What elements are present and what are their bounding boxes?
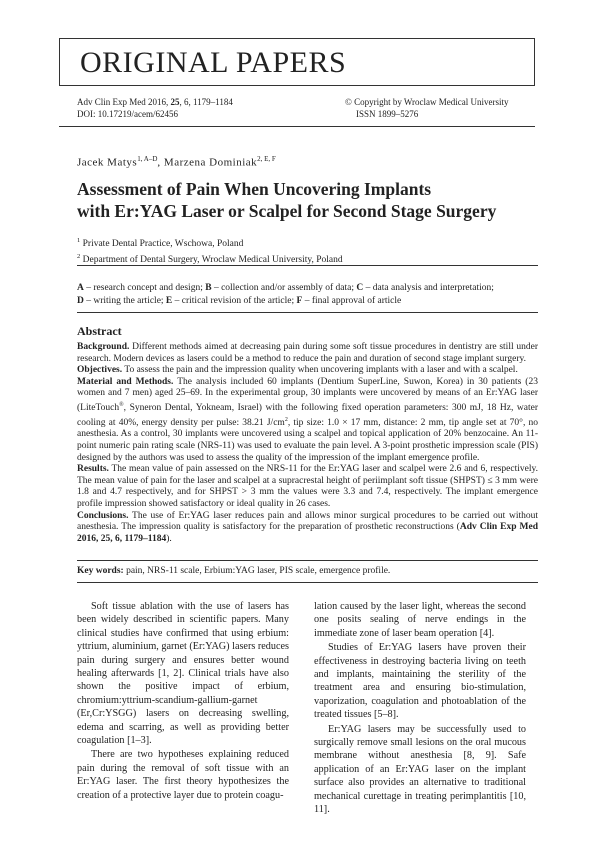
issn: ISSN 1899–5276	[356, 109, 419, 119]
affiliation-2-text: Department of Dental Surgery, Wroclaw Medical University, Poland	[82, 254, 343, 265]
objectives-label: Objectives.	[77, 365, 123, 376]
results-text: The mean value of pain assessed on the NRS-11 for the Er:YAG laser and scalpel were 2.6 and 6, respectively. The mean value of pain for the laser and scalpel at a supracrestal height of periimplant soft tissue (SHPST) ≤ 3 mm were 1.8 and 4.7 respectively, and for SHPST > 3 mm the values were 3.3 and 7.4, respectively. The implant emergence profile impression showed satisfactory or ideal quality in 26 cases.	[77, 464, 538, 510]
author-1-affil: 1, A–D	[137, 155, 158, 163]
keywords	[77, 565, 538, 577]
affiliation-rule	[77, 265, 538, 266]
affiliation-1	[77, 235, 343, 251]
title-line-1: Assessment of Pain When Uncovering Implants	[77, 179, 432, 199]
keywords-label: Key words:	[77, 566, 124, 576]
header-rule	[59, 126, 535, 127]
methods-text-2: , Syneron Dental, Yokneam, Israel) with the following fixed operation parameters: 300 mJ, 18 Hz, water cooling at 40%, energy density per pulse: 38.21 J/cm	[77, 403, 538, 428]
methods-text-3: , tip size: 1.0 × 17 mm, distance: 2 mm, tip angle set at 70°, no anesthesia. As a control, 30 implants were uncovered using a scalpel and topical application of 20% benzocaine. An 11-point numeric pain rating scale (NRS-11) was used to evaluate the pain level. A 3-point prosthetic impression scale (PIS) designed by the authors was used to assess the quality of the impression of the implant emergence profile.	[77, 417, 538, 463]
author-2-affil: 2, E, F	[257, 155, 276, 163]
author-2: Marzena Dominiak	[163, 156, 258, 169]
contrib-key-c: C	[356, 283, 364, 293]
contrib-key-a: A	[77, 283, 84, 293]
body-column-right	[314, 600, 526, 818]
contrib-text-b: – collection and/or assembly of data;	[211, 283, 357, 293]
journal-volume: 25	[170, 97, 180, 107]
journal-pages: , 6, 1179–1184	[179, 97, 233, 107]
journal-meta-left	[77, 96, 233, 120]
background-text: Different methods aimed at decreasing pain during some soft tissue procedures in dentistry are still under research. Modern devices as lasers could be a method to reduce the pain and duration of second stage implant surgery.	[77, 342, 538, 364]
body-paragraph: lation caused by the laser light, whereas the second one posits sealing of nerve endings in the immediate zone of laser beam operation [4].	[314, 601, 526, 639]
conclusions-end: ).	[166, 533, 172, 544]
keywords-rule	[77, 582, 538, 583]
abstract-conclusions	[77, 511, 538, 546]
body-paragraph: Er:YAG lasers may be successfully used to surgically remove small lesions on the oral mucous membrane without anesthesia [8, 9]. Safe application of an Er:YAG laser on the implant surface also provides an alternative to traditional mechanical curettage in treating perimplantitis [10, 11].	[314, 723, 526, 816]
affiliation-1-number: 1	[77, 237, 81, 244]
affiliations	[77, 235, 343, 266]
doi: DOI: 10.17219/acem/62456	[77, 109, 178, 119]
affiliation-2-number: 2	[77, 252, 81, 260]
affiliation-2	[77, 251, 343, 267]
keywords-text: pain, NRS-11 scale, Erbium:YAG laser, PIS scale, emergence profile.	[123, 566, 391, 576]
contrib-key-f: F	[296, 295, 303, 306]
squared-mark: 2	[284, 416, 288, 423]
affiliation-1-text: Private Dental Practice, Wschowa, Poland	[82, 239, 244, 250]
contrib-key-d: D	[77, 295, 84, 306]
body-column-left	[77, 600, 289, 803]
article-citation: Adv Clin Exp Med 2016, 25, 6, 1179–1184	[77, 522, 539, 544]
contrib-key-e: E	[165, 295, 173, 306]
title-line-2: with Er:YAG Laser or Scalpel for Second Stage Surgery	[77, 201, 497, 221]
contrib-text-c: – data analysis and interpretation;	[363, 283, 494, 293]
abstract-rule	[77, 560, 538, 561]
abstract-results	[77, 464, 538, 510]
body-paragraph: Studies of Er:YAG lasers have proven their effectiveness in destroying bacteria living on teeth and implants, maintaining the sterility of the treatment area and ensuring bio-stimulation, vaporization, coagulation and photoablation of the treated tissues [5–8].	[314, 642, 526, 721]
paper-title	[77, 178, 537, 222]
author-separator: ,	[157, 156, 164, 169]
abstract-body	[77, 342, 538, 545]
journal-meta-right	[345, 96, 509, 120]
background-label: Background.	[77, 342, 130, 352]
body-paragraph: There are two hypotheses explaining reduced pain during the removal of soft tissue with an Er:YAG laser. The first theory hypothesizes the creation of a protective layer due to protein coagu-	[77, 749, 289, 801]
conclusions-text: The use of Er:YAG laser reduces pain and allows minor surgical procedures to be carried out without anesthesia. The impression quality is satisfactory for the preparation of prosthetic reconstructions (	[77, 510, 538, 533]
abstract-background	[77, 342, 538, 365]
contrib-text-d: – writing the article;	[83, 295, 166, 306]
contrib-rule	[77, 312, 538, 313]
abstract-methods	[77, 377, 538, 464]
author-contributions	[77, 282, 537, 307]
abstract-heading: Abstract	[77, 324, 122, 338]
objectives-text: To assess the pain and the impression quality when uncovering implants with a laser and with a scalpel.	[122, 365, 518, 376]
contrib-text-f: – final approval of article	[302, 295, 402, 306]
contrib-key-b: B	[205, 283, 212, 293]
contrib-text-a: – research concept and design;	[83, 283, 206, 293]
abstract-objectives	[77, 365, 538, 377]
body-paragraph: Soft tissue ablation with the use of lasers has been widely described in scientific papers. Many clinical studies have confirmed that using erbium: yttrium, aluminium, garnet (Er:YAG) lasers reduces pain during surgery and ensures better wound healing afterwards [1, 2]. Clinical trials have also shown the positive impact of erbium, chromium:yttrium-scandium-gallium-garnet (Er,Cr:YSGG) lasers on decreasing swelling, edema and scarring, as well as providing better coagulation [1–3].	[77, 601, 289, 747]
section-title: ORIGINAL PAPERS	[80, 46, 347, 79]
author-1: Jacek Matys	[77, 156, 138, 169]
registered-mark: ®	[119, 401, 124, 408]
authors	[77, 155, 276, 169]
journal-citation: Adv Clin Exp Med 2016,	[77, 97, 171, 107]
methods-text-1: The analysis included 60 implants (Dentium SuperLine, Suwon, Korea) in 30 patients (23 women and 7 men) aged 25–69. In the experimental group, 30 implants were uncovered by means of an Er:YAG laser (LiteTouch	[77, 376, 538, 414]
section-header-box	[59, 38, 535, 86]
results-label: Results.	[77, 464, 109, 475]
methods-label: Material and Methods.	[77, 376, 174, 387]
conclusions-label: Conclusions.	[77, 510, 129, 521]
contrib-text-e: – critical revision of the article;	[172, 295, 297, 306]
copyright: © Copyright by Wroclaw Medical University	[345, 97, 509, 107]
